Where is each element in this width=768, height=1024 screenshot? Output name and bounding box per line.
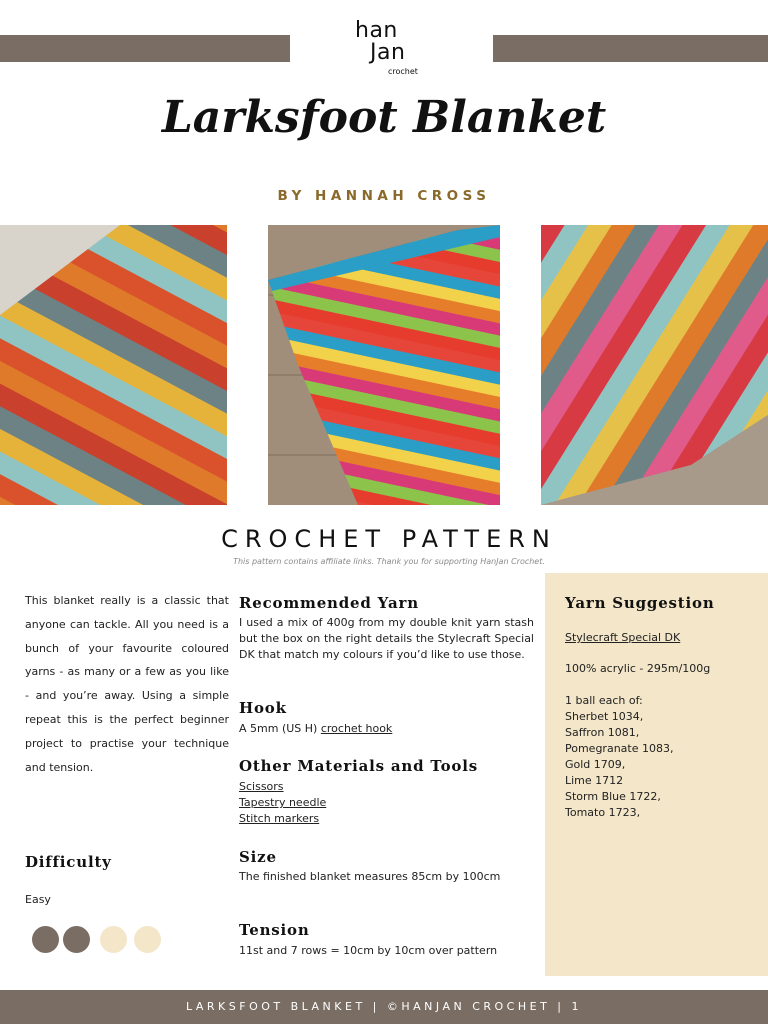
- photo-blanket-closeup: [541, 225, 768, 505]
- affiliate-note: This pattern contains affiliate links. Thank you for supporting HanJan Crochet.: [233, 557, 545, 566]
- tension-title: Tension: [239, 921, 310, 939]
- hanjan-logo: [350, 18, 430, 80]
- logo-sub: crochet: [388, 67, 418, 76]
- tool-link-tapestry-needle[interactable]: Tapestry needle: [239, 796, 327, 809]
- photo-blanket-folded: [0, 225, 227, 505]
- logo-line2: Jan: [370, 40, 406, 65]
- yarn-colour-list: 1 ball each of: Sherbet 1034, Saffron 1081, Pomegranate 1083, Gold 1709, Lime 1712 Storm Blue 1722, Tomato 1723,: [565, 694, 674, 819]
- intro-paragraph: This blanket really is a classic that anyone can tackle. All you need is a bunch of your favourite coloured yarns - as many or a few as you like - and you’re away. Using a simple repeat this is the perfect beginner project to practise your technique and tension.: [25, 594, 229, 774]
- difficulty-value: Easy: [25, 893, 51, 906]
- tools-list: [239, 779, 326, 827]
- yarn-fibre: 100% acrylic - 295m/100g: [565, 662, 711, 675]
- yarn-suggestion-title: Yarn Suggestion: [565, 594, 715, 612]
- tool-link-scissors[interactable]: Scissors: [239, 780, 284, 793]
- page-footer: LARKSFOOT BLANKET | ©HANJAN CROCHET | 1: [0, 990, 768, 1024]
- photo-blanket-floor: [268, 225, 500, 505]
- byline: BY HANNAH CROSS: [277, 188, 491, 204]
- section-heading: CROCHET PATTERN: [221, 525, 557, 553]
- hook-body: [239, 721, 392, 737]
- tool-link-stitch-markers[interactable]: Stitch markers: [239, 812, 320, 825]
- recommended-yarn-body: I used a mix of 400g from my double knit yarn stash but the box on the right details the Stylecraft Special DK that match my colours if you’d like to use those.: [239, 616, 534, 661]
- hook-title: Hook: [239, 699, 287, 717]
- hook-text: A 5mm (US H): [239, 722, 321, 735]
- difficulty-dot: [63, 926, 90, 953]
- page-title: Larksfoot Blanket: [161, 92, 607, 143]
- stylecraft-link[interactable]: Stylecraft Special DK: [565, 631, 681, 644]
- size-body: The finished blanket measures 85cm by 100cm: [239, 870, 501, 883]
- crochet-hook-link[interactable]: crochet hook: [320, 722, 393, 735]
- header-bar-left: [0, 35, 290, 62]
- difficulty-dot: [134, 926, 161, 953]
- logo-line1: han: [355, 18, 398, 43]
- size-title: Size: [239, 848, 277, 866]
- header-bar-right: [493, 35, 768, 62]
- tools-title: Other Materials and Tools: [239, 757, 478, 775]
- difficulty-dot: [100, 926, 127, 953]
- difficulty-dot: [32, 926, 59, 953]
- tension-body: 11st and 7 rows = 10cm by 10cm over pattern: [239, 944, 498, 957]
- recommended-yarn-title: Recommended Yarn: [239, 594, 419, 612]
- difficulty-title: Difficulty: [25, 853, 112, 871]
